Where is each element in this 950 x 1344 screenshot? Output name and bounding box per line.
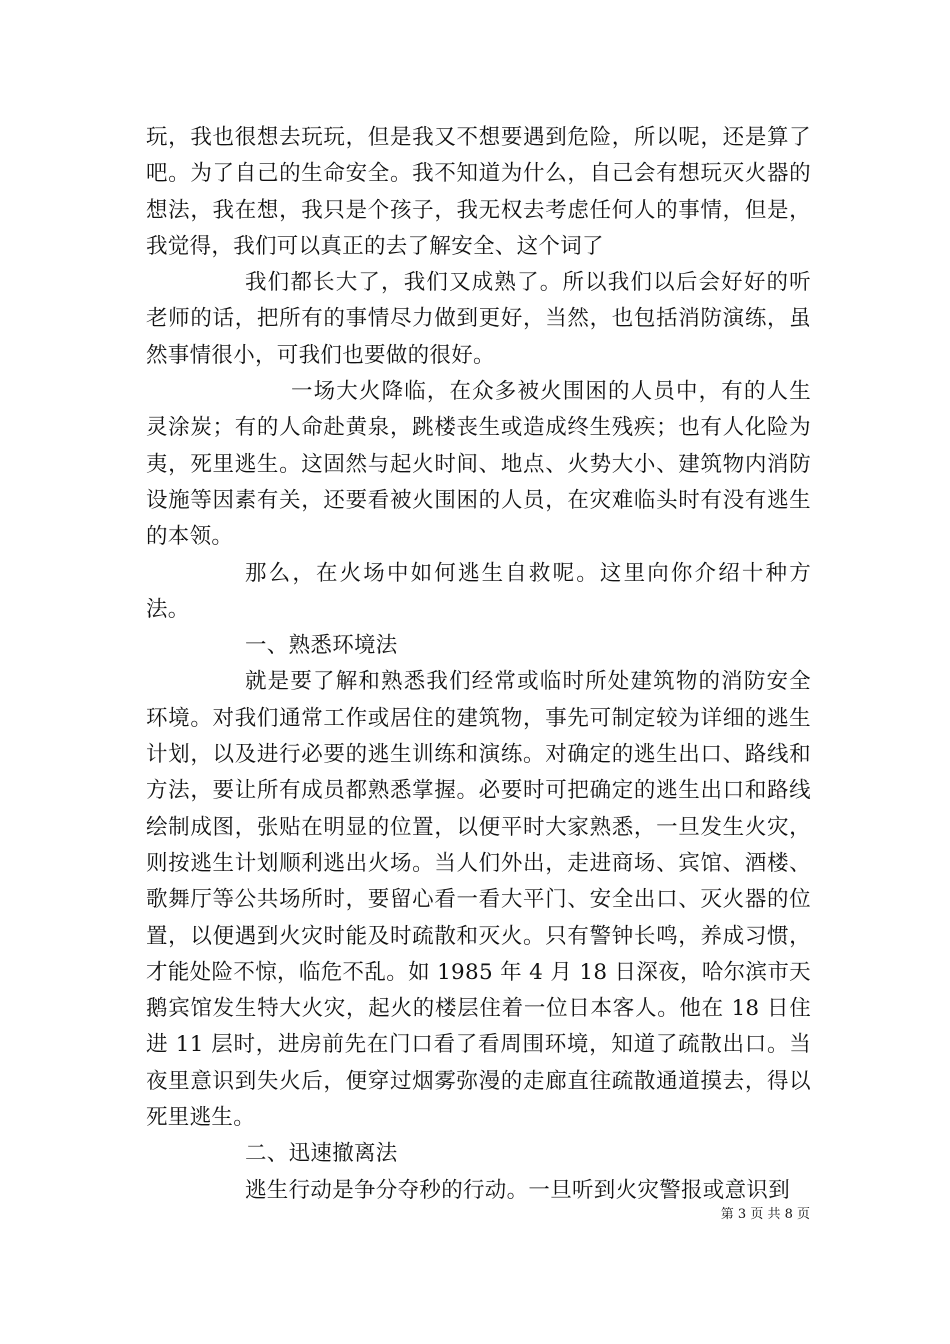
page-number-footer: 第 3 页 共 8 页 xyxy=(720,1207,810,1222)
paragraph-5: 就是要了解和熟悉我们经常或临时所处建筑物的消防安全环境。对我们通常工作或居住的建筑物，事先可制定较为详细的逃生计划，以及进行必要的逃生训练和演练。对确定的逃生出口、路线和方法，要让所有成员都熟悉掌握。必要时可把确定的逃生出口和路线绘制成图，张贴在明显的位置，以便平时大家熟悉，一旦发生火灾，则按逃生计划顺利逃出火场。当人们外出，走进商场、宾馆、酒楼、歌舞厅等公共场所时，要留心看一看大平门、安全出口、灭火器的位置，以便遇到火灾时能及时疏散和灭火。只有警钟长鸣，养成习惯，才能处险不惊，临危不乱。如 1985 年 4 月 18 日深夜，哈尔滨市天鹅宾馆发生特大火灾，起火的楼层住着一位日本客人。他在 18 日住进 11 层时，进房前先在门口看了看周围环境，知道了疏散出口。当夜里意识到失火后，便穿过烟雾弥漫的走廊直往疏散通道摸去，得以死里逃生。 xyxy=(146,669,811,1131)
paragraph-6: 逃生行动是争分夺秒的行动。一旦听到火灾警报或意识到 xyxy=(245,1177,791,1203)
section-heading-1: 一、熟悉环境法 xyxy=(245,633,398,659)
paragraph-1: 玩，我也很想去玩玩，但是我又不想要遇到危险，所以呢，还是算了吧。为了自己的生命安全。我不知道为什么，自己会有想玩灭火器的想法，我在想，我只是个孩子，我无权去考虑任何人的事情，但是，我觉得，我们可以真正的去了解安全、这个词了 xyxy=(146,125,811,259)
paragraph-3: 一场大火降临，在众多被火围困的人员中，有的人生灵涂炭；有的人命赴黄泉，跳楼丧生或造成终生残疾；也有人化险为夷，死里逃生。这固然与起火时间、地点、火势大小、建筑物内消防设施等因素有关，还要看被火围困的人员，在灾难临头时有没有逃生的本领。 xyxy=(146,379,811,550)
paragraph-2: 我们都长大了，我们又成熟了。所以我们以后会好好的听老师的话，把所有的事情尽力做到更好，当然，也包括消防演练，虽然事情很小，可我们也要做的很好。 xyxy=(146,270,811,368)
document-body xyxy=(146,120,811,1209)
paragraph-4: 那么，在火场中如何逃生自救呢。这里向你介绍十种方法。 xyxy=(146,560,811,622)
section-heading-2: 二、迅速撤离法 xyxy=(245,1141,398,1167)
